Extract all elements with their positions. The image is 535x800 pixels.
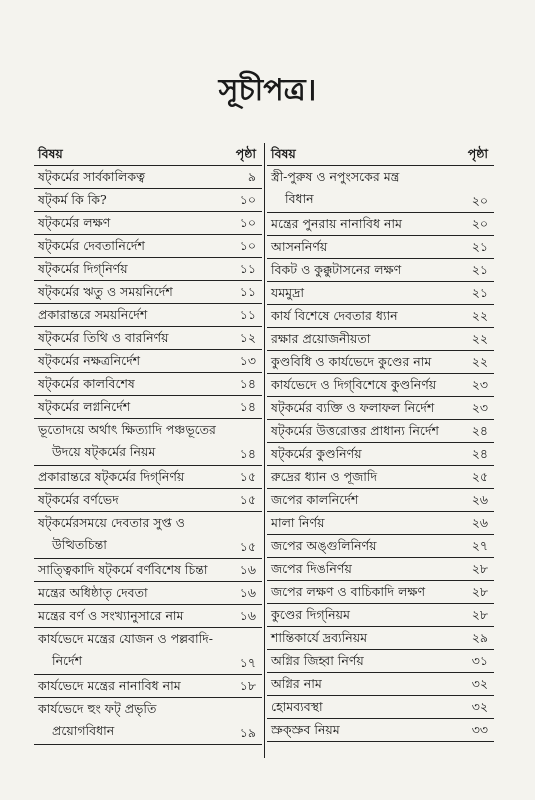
toc-entry-subject: ষট্‌কর্মের লগ্ননির্দেশ [38, 399, 131, 414]
toc-entry-subject: ষট্‌কর্মের কালবিশেষ [38, 376, 135, 391]
toc-entry-subject: হোমব্যবস্থা [271, 699, 323, 714]
toc-entry-page-number: ১৪ [239, 446, 256, 461]
toc-entry-page-number: ২৪ [471, 446, 488, 461]
toc-entry-page-number: ২১ [471, 239, 488, 254]
toc-entry-subject: বিকট ও কুক্কুটাসনের লক্ষণ [271, 262, 402, 277]
toc-entry [34, 512, 262, 559]
toc-entry-page-number: ২০ [471, 193, 488, 208]
toc-entry-page-number: ১১ [239, 261, 256, 276]
toc-entry-subject: কার্যভেদে মন্ত্রের যোজন ও পল্লবাদি- [38, 631, 213, 646]
toc-entry [267, 443, 494, 466]
toc-entry [267, 305, 494, 328]
toc-entry-page-number: ২৬ [471, 515, 488, 530]
toc-entry [267, 673, 494, 696]
toc-entry-subject: ষট্‌কর্মের বর্ণভেদ [38, 492, 119, 507]
toc-entry [267, 696, 494, 719]
toc-entry [34, 327, 262, 350]
toc-entry [267, 604, 494, 627]
toc-entry-page-number: ২২ [471, 354, 488, 369]
toc-entry [34, 212, 262, 235]
toc-entry-page-number: ২৩ [471, 377, 488, 392]
toc-entry-page-number: ১৬ [239, 562, 256, 577]
toc-entry [34, 235, 262, 258]
toc-entry-page-number: ২৭ [471, 538, 488, 553]
toc-entry [267, 282, 494, 305]
toc-entry-page-number: ২৮ [471, 607, 488, 622]
toc-entry-page-number: ২১ [471, 285, 488, 300]
toc-entry-subject: ষট্‌কর্মের সার্বকালিকত্ব [38, 169, 145, 184]
toc-entry-page-number: ২৮ [471, 561, 488, 576]
toc-entry-page-number: ১৩ [239, 353, 256, 368]
toc-entry-subject-continued: বিধান [285, 191, 314, 206]
toc-entry-subject: মন্ত্রের পুনরায় নানাবিধ নাম [271, 216, 402, 231]
toc-entry-subject: শান্তিকার্যে দ্রব্যনিয়ম [271, 630, 368, 645]
toc-entry [34, 419, 262, 466]
toc-entry-subject: কুণ্ডের দিগ্‌নিয়ম [271, 607, 350, 622]
toc-entry-subject: কার্য বিশেষে দেবতার ধ্যান [271, 308, 398, 323]
toc-entry-page-number: ৩২ [471, 699, 488, 714]
toc-entry-subject: আসননির্ণয় [271, 239, 328, 254]
toc-entry [267, 627, 494, 650]
toc-entry [267, 719, 494, 742]
toc-entry [267, 466, 494, 489]
toc-entry-page-number: ২৬ [471, 492, 488, 507]
toc-entry-subject-continued: প্রয়োগবিধান [52, 723, 115, 738]
toc-entry-page-number: ১০ [239, 238, 256, 253]
toc-entry-subject: ষট্‌কর্মের লক্ষণ [38, 215, 111, 230]
toc-entry-subject: ষট্‌কর্মের তিথি ও বারনির্ণয় [38, 330, 169, 345]
toc-entry [34, 698, 262, 745]
toc-entry-page-number: ৩১ [471, 653, 488, 668]
toc-entry-subject: অগ্নির নাম [271, 676, 322, 691]
toc-entry-subject: জপের অঙ্গুলিনির্ণয় [271, 538, 377, 553]
toc-entry-page-number: ১০ [239, 215, 256, 230]
page-title: সূচীপত্র। [218, 73, 317, 108]
toc-entry-subject: ষট্‌কর্ম কি কি? [38, 192, 107, 207]
toc-entry-subject: ষট্‌কর্মেরসময়ে দেবতার সুপ্ত ও [38, 515, 185, 530]
toc-entry-page-number: ১৪ [239, 399, 256, 414]
toc-entry-page-number: ১৬ [239, 608, 256, 623]
toc-entry-subject: ষট্‌কর্মের উত্তরোত্তর প্রাধান্য নির্দেশ [271, 423, 439, 438]
toc-entry [267, 512, 494, 535]
toc-left-column [34, 143, 262, 758]
page-column-header: পৃষ্ঠা [235, 146, 256, 161]
toc-entry [267, 489, 494, 512]
toc-entry-subject: জপের লক্ষণ ও বাচিকাদি লক্ষণ [271, 584, 426, 599]
toc-entry-subject: ষট্‌কর্মের দিগ্‌নির্ণয় [38, 261, 128, 276]
toc-entry-page-number: ১২ [239, 330, 256, 345]
toc-entry [267, 259, 494, 282]
toc-entry-page-number: ১১ [239, 307, 256, 322]
toc-entry-page-number: ১৫ [239, 539, 256, 554]
toc-entry [34, 489, 262, 512]
toc-entry [34, 281, 262, 304]
toc-entry-subject: ষট্‌কর্মের কুণ্ডনির্ণয় [271, 446, 362, 461]
toc-entry [34, 582, 262, 605]
toc-entry-subject: কার্যভেদে ও দিগ্‌বিশেষে কুণ্ডনির্ণয় [271, 377, 437, 392]
toc-entry-subject: অগ্নির জিহ্বা নির্ণয় [271, 653, 364, 668]
toc-entry [267, 166, 494, 213]
toc-entry [267, 328, 494, 351]
subject-column-header: বিষয় [271, 146, 296, 161]
toc-entry-page-number: ২২ [471, 331, 488, 346]
toc-entry-page-number: ৯ [247, 169, 256, 184]
toc-entry [267, 397, 494, 420]
toc-entry-page-number: ১৫ [239, 469, 256, 484]
toc-entry-subject-continued: উত্থিতচিন্তা [52, 537, 107, 552]
toc-entry-subject: ষট্‌কর্মের দেবতানির্দেশ [38, 238, 145, 253]
toc-entry-subject: মালা নির্ণয় [271, 515, 325, 530]
toc-entry-page-number: ২২ [471, 308, 488, 323]
toc-entry [34, 373, 262, 396]
toc-entry-subject-continued: উদয়ে ষট্‌কর্মের নিয়ম [52, 444, 156, 459]
toc-entry-subject: কার্যভেদে মন্ত্রের নানাবিধ নাম [38, 678, 181, 693]
toc-entry-subject: ষট্‌কর্মের নক্ষত্রনির্দেশ [38, 353, 141, 368]
toc-entry-subject: মন্ত্রের অধিষ্ঠাতৃ দেবতা [38, 585, 148, 600]
table-of-contents [34, 143, 494, 758]
toc-entry-subject: যমমুদ্রা [271, 285, 305, 300]
toc-entry [34, 466, 262, 489]
toc-entry-page-number: ২৪ [471, 423, 488, 438]
toc-entry [34, 559, 262, 582]
toc-right-column [267, 143, 494, 758]
toc-entry [34, 675, 262, 698]
toc-entry-subject: কার্যভেদে হুং ফট্‌ প্রভৃতি [38, 701, 157, 716]
toc-entry [34, 189, 262, 212]
toc-entry-page-number: ১৫ [239, 492, 256, 507]
toc-entry-page-number: ১৬ [239, 585, 256, 600]
toc-entry [34, 258, 262, 281]
toc-entry [34, 605, 262, 628]
toc-entry-subject: রক্ষার প্রয়োজনীয়তা [271, 331, 371, 346]
toc-entry-subject: স্রুক্স্রুব নিয়ম [271, 722, 340, 737]
toc-entry [34, 304, 262, 327]
column-divider [264, 143, 265, 758]
toc-entry-subject: কুণ্ডবিধি ও কার্যভেদে কুণ্ডের নাম [271, 354, 432, 369]
toc-entry-subject: ষট্‌কর্মের ব্যক্তি ও ফলাফল নির্দেশ [271, 400, 435, 415]
toc-entry-page-number: ২০ [471, 216, 488, 231]
toc-entry-page-number: ১৪ [239, 376, 256, 391]
toc-entry-subject: প্রকারান্তরে ষট্‌কর্মের দিগ্‌নির্ণয় [38, 469, 185, 484]
toc-entry [267, 213, 494, 236]
toc-entry [34, 350, 262, 373]
toc-entry-page-number: ১৭ [239, 655, 256, 670]
toc-entry [34, 166, 262, 189]
toc-entry-page-number: ২৮ [471, 584, 488, 599]
toc-header-row [34, 143, 262, 166]
toc-entry-page-number: ১৮ [239, 678, 256, 693]
toc-entry [267, 374, 494, 397]
toc-entry-page-number: ১৯ [239, 725, 256, 740]
toc-entry-subject: সাত্ত্বিকাদি ষট্‌কর্মে বর্ণবিশেষ চিন্তা [38, 562, 208, 577]
toc-entry [34, 396, 262, 419]
toc-entry-subject: মন্ত্রের বর্ণ ও সংখ্যানুসারে নাম [38, 608, 184, 623]
toc-entry-subject: প্রকারান্তরে সময়নির্দেশ [38, 307, 148, 322]
toc-entry [34, 628, 262, 675]
toc-entry-subject: জপের দিঙনির্ণয় [271, 561, 352, 576]
toc-entry-page-number: ১০ [239, 192, 256, 207]
toc-entry-page-number: ৩৩ [471, 722, 488, 737]
toc-entry-page-number: ২৯ [471, 630, 488, 645]
toc-entry-page-number: ১১ [239, 284, 256, 299]
toc-entry [267, 351, 494, 374]
subject-column-header: বিষয় [38, 146, 63, 161]
toc-entry-subject: জপের কালনির্দেশ [271, 492, 359, 507]
toc-entry [267, 535, 494, 558]
toc-entry-subject: স্ত্রী-পুরুষ ও নপুংসকের মন্ত্র [271, 169, 400, 184]
toc-entry [267, 420, 494, 443]
toc-entry-page-number: ২১ [471, 262, 488, 277]
toc-entry-page-number: ৩২ [471, 676, 488, 691]
toc-entry-page-number: ২৩ [471, 400, 488, 415]
toc-entry-subject: ষট্‌কর্মের ঋতু ও সময়নির্দেশ [38, 284, 173, 299]
toc-entry-page-number: ২৫ [471, 469, 488, 484]
toc-entry [267, 650, 494, 673]
toc-entry-subject-continued: নির্দেশ [52, 653, 83, 668]
toc-entry [267, 236, 494, 259]
toc-header-row [267, 143, 494, 166]
toc-entry-subject: রুদ্রের ধ্যান ও পূজাদি [271, 469, 378, 484]
page-column-header: পৃষ্ঠা [467, 146, 488, 161]
toc-entry-subject: ভূতোদয়ে অর্থাৎ ক্ষিত্যাদি পঞ্চভূতের [38, 422, 216, 437]
toc-entry [267, 581, 494, 604]
toc-entry [267, 558, 494, 581]
